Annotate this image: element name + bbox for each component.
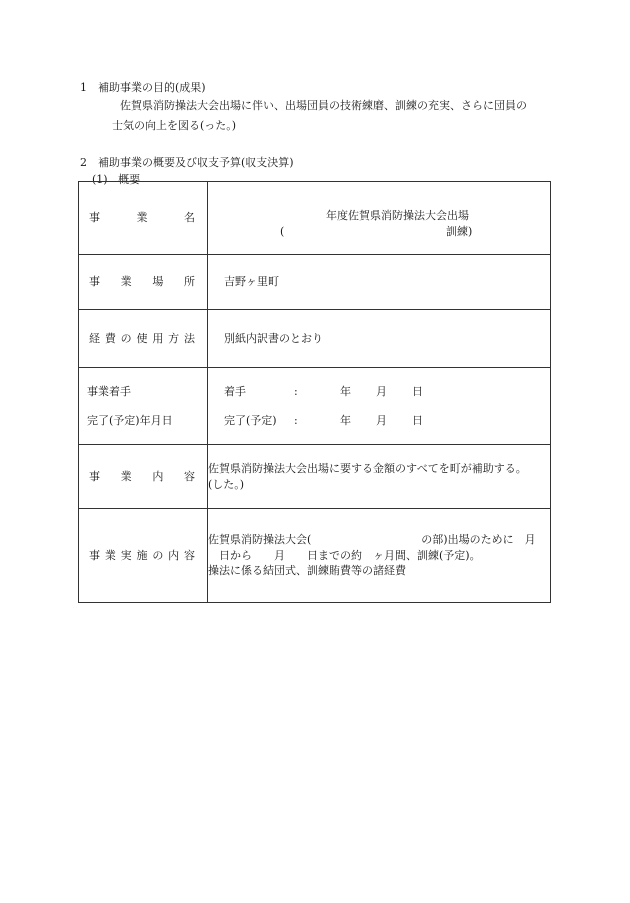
value-cell-dates <box>208 368 551 445</box>
label-cell-place <box>79 255 208 310</box>
value-cell-method <box>208 310 551 368</box>
implementation-line-1: 佐賀県消防操法大会( の部)出場のために 月 <box>208 532 536 546</box>
start-day: 日 <box>412 384 423 398</box>
content-line-1: 佐賀県消防操法大会出場に要する金額のすべてを町が補助する。 <box>208 461 527 475</box>
start-key: 着手 <box>224 384 246 398</box>
end-date-row <box>224 413 550 429</box>
label-implementation: 事 業 実 施 の 内 容 <box>89 548 195 562</box>
label-name: 事 業 名 <box>89 211 195 225</box>
value-cell-implementation <box>208 509 551 603</box>
value-cell-name <box>208 182 551 255</box>
start-date-row <box>224 384 550 400</box>
table-row-implementation <box>79 509 551 603</box>
label-cell-dates <box>79 368 208 445</box>
value-cell-place <box>208 255 551 310</box>
section-1-number: 1 <box>80 81 87 94</box>
section-1-heading <box>80 80 206 96</box>
table-row-dates <box>79 368 551 445</box>
subsection-1-number: (1) <box>92 173 108 186</box>
table-row-content <box>79 445 551 509</box>
value-cell-content <box>208 445 551 509</box>
implementation-line-3: 操法に係る結団式、訓練賄費等の諸経費 <box>208 564 406 578</box>
table-row-method <box>79 310 551 368</box>
label-end: 完了(予定)年月日 <box>87 413 173 427</box>
section-2-number: 2 <box>80 156 87 169</box>
label-cell-method <box>79 310 208 368</box>
end-year: 年 <box>340 413 351 427</box>
label-cell-name <box>79 182 208 255</box>
end-key: 完了(予定) <box>224 413 277 427</box>
start-year: 年 <box>340 384 351 398</box>
label-content: 事 業 内 容 <box>89 469 195 483</box>
label-dates <box>79 384 207 429</box>
section-1-line-1: 佐賀県消防操法大会出場に伴い、出場団員の技術練磨、訓練の充実、さらに団員の <box>120 99 527 112</box>
implementation-line-2: 日から 月 日までの約 ヶ月間、訓練(予定)。 <box>208 548 481 562</box>
project-name-paren-open: ( <box>280 225 285 238</box>
label-cell-content <box>79 445 208 509</box>
label-method: 経 費 の 使 用 方 法 <box>89 331 195 345</box>
section-1-title: 補助事業の目的(成果) <box>98 81 206 94</box>
subsection-1-title: 概要 <box>118 173 141 186</box>
project-place: 吉野ヶ里町 <box>224 275 279 289</box>
section-2-heading <box>80 155 294 171</box>
section-2-title: 補助事業の概要及び収支予算(収支決算) <box>98 156 294 169</box>
table-row-name <box>79 182 551 255</box>
label-place: 事 業 場 所 <box>89 275 195 289</box>
start-month: 月 <box>376 384 387 398</box>
overview-table <box>78 181 551 603</box>
label-start: 事業着手 <box>87 384 131 398</box>
section-1-line-2: 士気の向上を図る(った。) <box>112 119 237 132</box>
end-day: 日 <box>412 413 423 427</box>
project-name-paren-close: 訓練) <box>446 225 473 238</box>
end-colon: : <box>294 413 298 427</box>
project-name-line-1: 年度佐賀県消防操法大会出場 <box>326 209 469 222</box>
label-cell-implementation <box>79 509 208 603</box>
content-line-2: (した。) <box>208 477 245 491</box>
end-month: 月 <box>376 413 387 427</box>
expense-method: 別紙内訳書のとおり <box>224 331 323 345</box>
table-row-place <box>79 255 551 310</box>
start-colon: : <box>294 384 298 398</box>
